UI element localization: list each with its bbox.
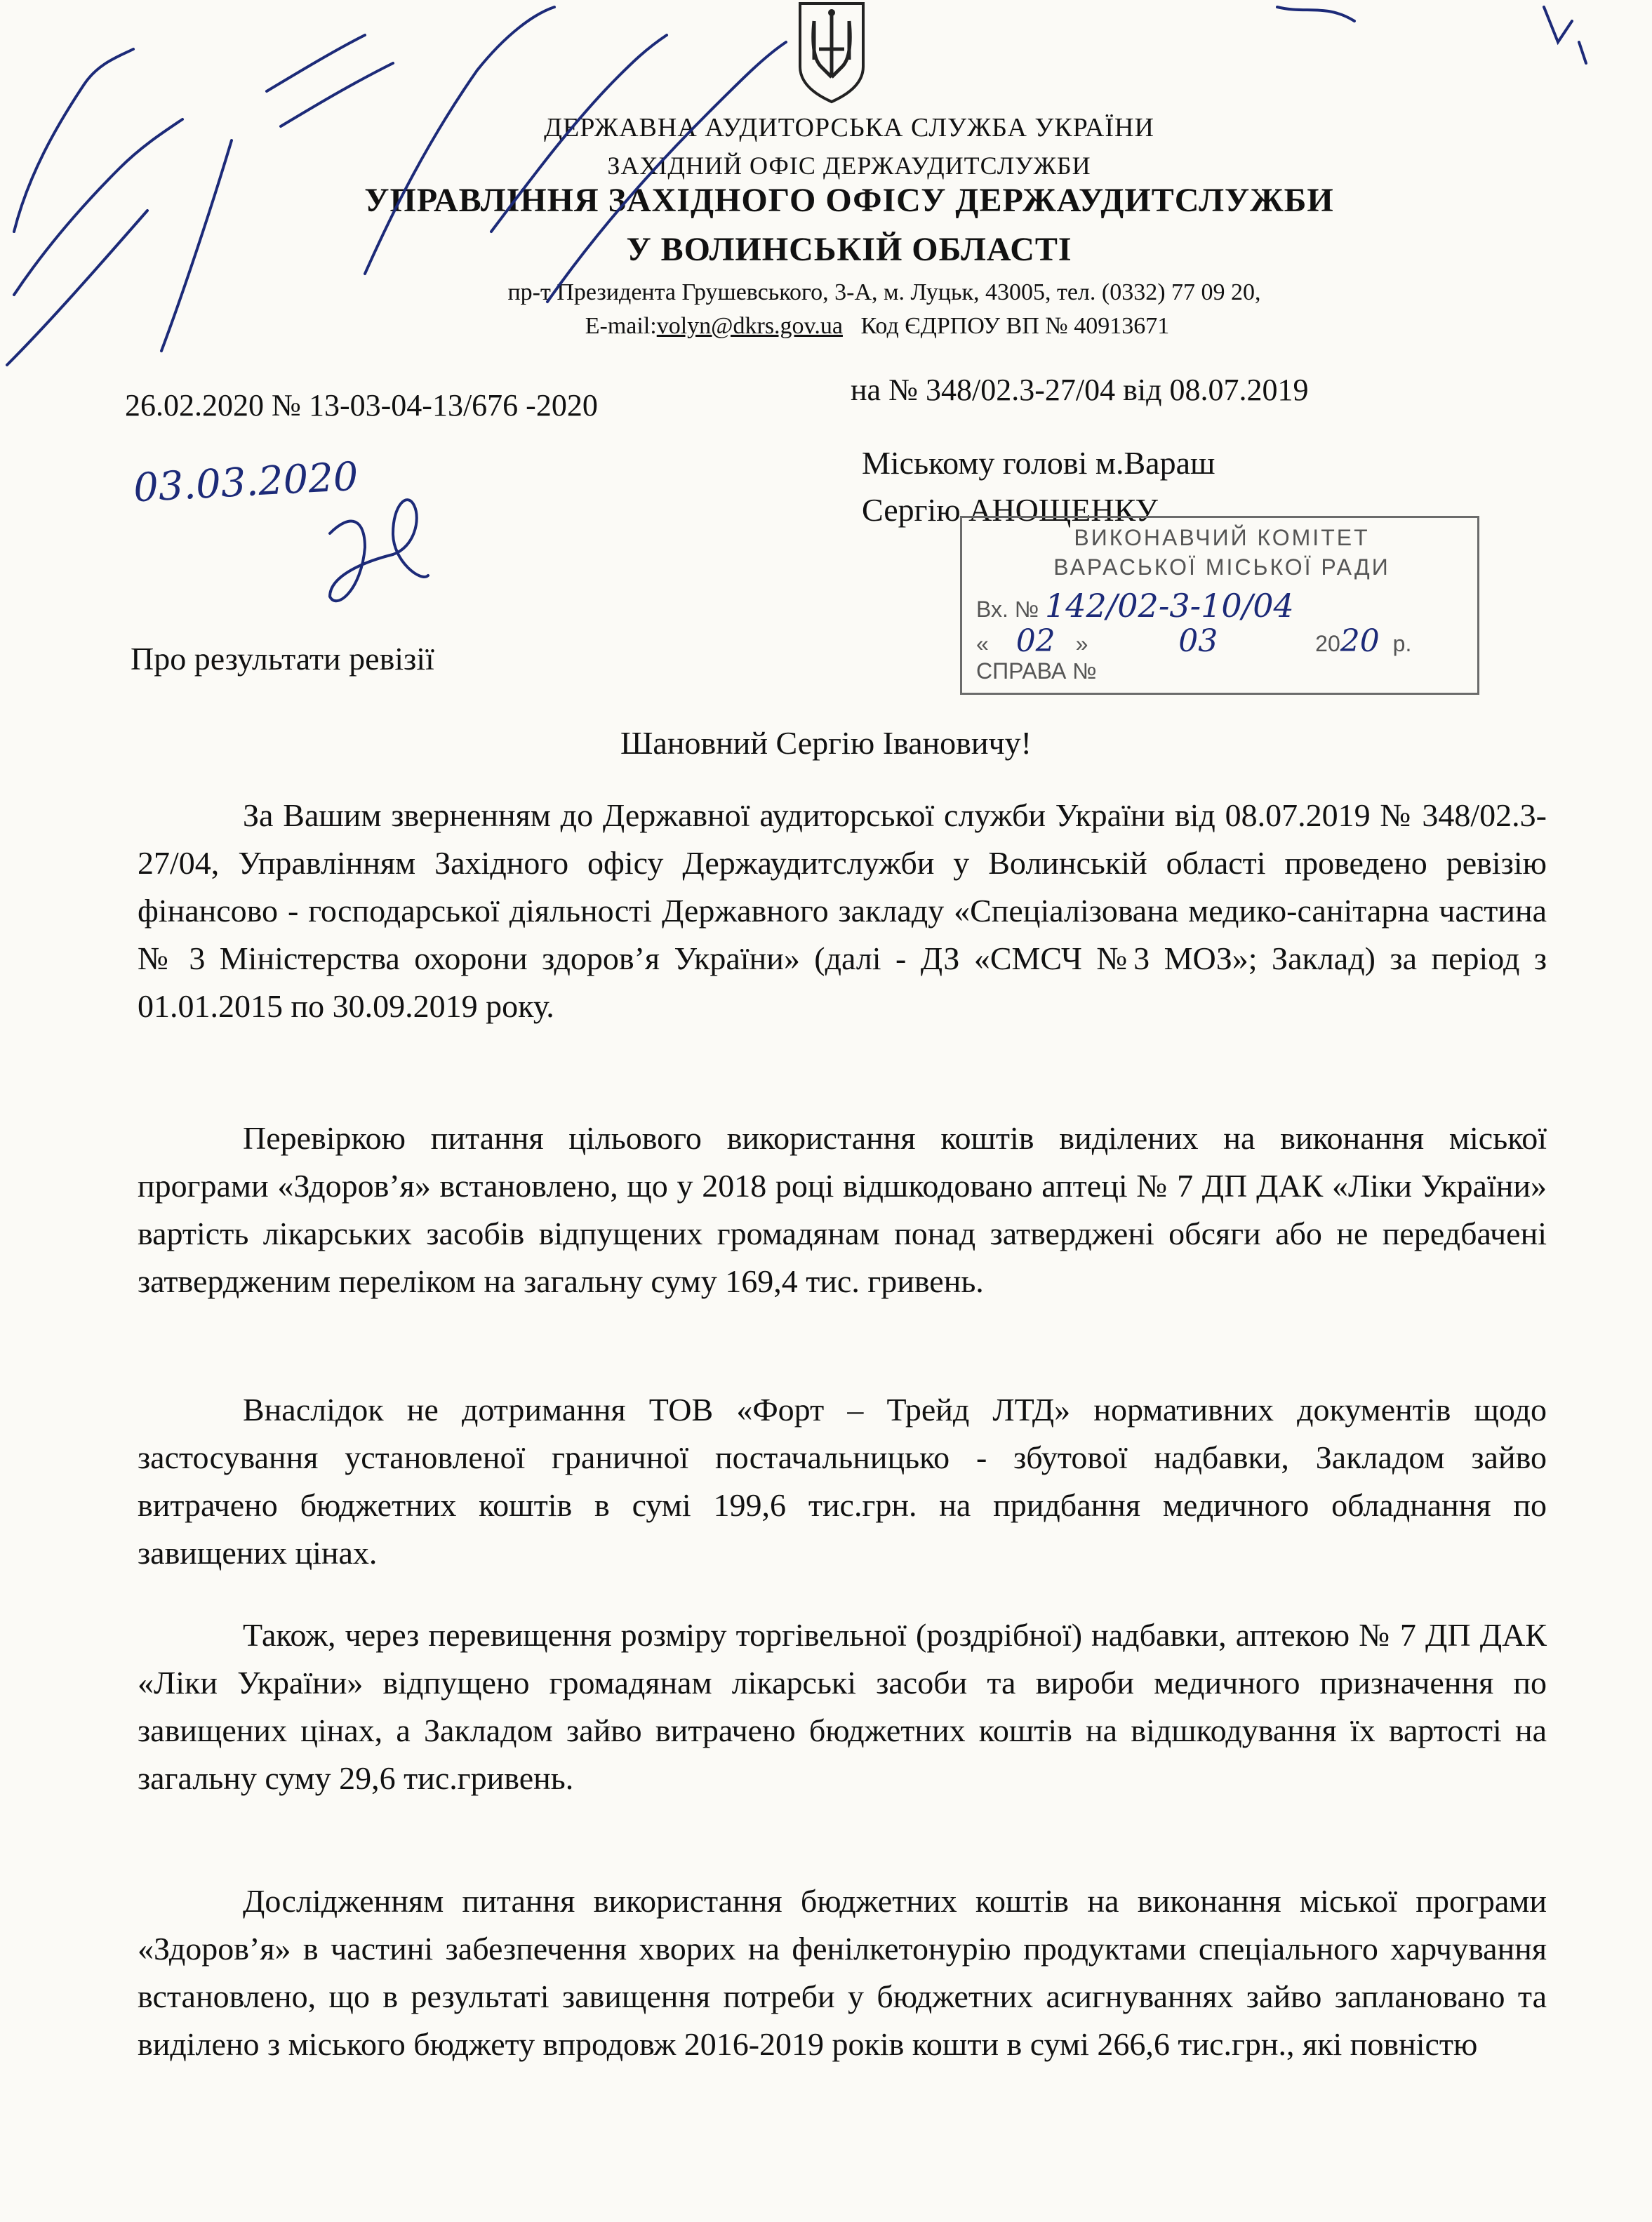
resolution-scribble-7 <box>491 35 667 232</box>
handwritten-marks <box>0 0 1652 702</box>
resolution-scribble-5 <box>267 35 393 126</box>
stamp-line2: ВАРАСЬКОЇ МІСЬКОЇ РАДИ <box>1053 554 1390 580</box>
resolution-scribble-6 <box>365 7 554 274</box>
address: пр-т Президента Грушевського, 3-А, м. Луцьк, 43005, тел. (0332) 77 09 20, <box>507 279 1261 305</box>
service-name: ДЕРЖАВНА АУДИТОРСЬКА СЛУЖБА УКРАЇНИ <box>544 113 1154 142</box>
stamp-year-unit: р. <box>1392 631 1412 656</box>
stamp-year-suffix: 20 <box>1340 623 1380 659</box>
org-title-line2: У ВОЛИНСЬКІЙ ОБЛАСТІ <box>626 231 1072 268</box>
paragraph-4: Також, через перевищення розміру торгівельної (роздрібної) надбавки, аптекою № 7 ДП ДАК «Ліки України» відпущено громадянам лікарські засоби та вироби медичного призначення по завищених цінах, а Закладом зайво витрачено бюджетних коштів на відшкодування їх вартості на загальну суму 29,6 тис.гривень. <box>138 1617 1547 1796</box>
office-name: ЗАХІДНИЙ ОФІС ДЕРЖАУДИТСЛУЖБИ <box>607 152 1091 180</box>
org-title-line1: УПРАВЛІННЯ ЗАХІДНОГО ОФІСУ ДЕРЖАУДИТСЛУЖБИ <box>364 182 1334 219</box>
salutation: Шановний Сергію Івановичу! <box>620 725 1032 761</box>
signature <box>330 500 428 601</box>
reply-reference: на № 348/02.3-27/04 від 08.07.2019 <box>851 373 1309 407</box>
stamp-quote-close: » <box>1075 631 1088 656</box>
resolution-scribble-3 <box>7 211 147 365</box>
email-link[interactable]: volyn@dkrs.gov.ua <box>656 313 843 339</box>
handwritten-date: 03.03.2020 <box>132 453 360 512</box>
stamp-reg-number: 142/02-3-10/04 <box>1044 587 1294 625</box>
edrpou-code: Код ЄДРПОУ ВП № 40913671 <box>860 313 1170 339</box>
subject-line: Про результати ревізії <box>131 641 434 677</box>
email-label: E-mail: <box>585 313 657 339</box>
resolution-line-4 <box>161 140 232 351</box>
resolution-scribble-8 <box>547 42 786 302</box>
stamp-year-prefix: 20 <box>1315 631 1340 656</box>
stamp-day: 02 <box>1015 623 1055 659</box>
outgoing-number: 26.02.2020 № 13-03-04-13/676 -2020 <box>125 388 598 423</box>
stamp-quote-open: « <box>976 631 989 656</box>
paragraph-1: За Вашим зверненням до Державної аудиторської служби України від 08.07.2019 № 348/02.3-27/04, Управлінням Західного офісу Держаудитслужби у Волинській області проведено ревізію фінансово - господарської діяльності Державного закладу «Спеціалізована медико-санітарна частина № 3 Міністерства охорони здоров’я України» (далі - ДЗ «СМСЧ №3 МОЗ»; Заклад) за період з 01.01.2015 по 30.09.2019 року. <box>138 797 1547 1024</box>
paragraph-2: Перевіркою питання цільового використання коштів виділених на виконання міської програми «Здоров’я» встановлено, що у 2018 році відшкодовано аптеці № 7 ДП ДАК «Ліки України» вартість лікарських засобів відпущених громадянам понад затверджені обсяги або не передбачені затвердженим переліком на загальну суму 169,4 тис. гривень. <box>138 1120 1547 1299</box>
stamp-reg-prefix: Вх. № <box>976 597 1039 622</box>
recipient-name: Сергію АНОЩЕНКУ <box>862 492 1158 528</box>
resolution-scribble-1 <box>14 49 133 232</box>
stamp-line1: ВИКОНАВЧИЙ КОМІТЕТ <box>1074 525 1370 550</box>
stamp-month: 03 <box>1178 623 1218 659</box>
paragraph-5: Дослідженням питання використання бюджетних коштів на виконання міської програми «Здоров’я» в частині забезпечення хворих на фенілкетонурію продуктами спеціального харчування встановлено, що в результаті завищення потреби у бюджетних асигнуваннях зайво заплановано та виділено з міського бюджету впродовж 2016-2019 років кошти в сумі 266,6 тис.грн., які повністю <box>138 1883 1547 2062</box>
top-right-mark <box>1277 7 1586 63</box>
stamp-file-label: СПРАВА № <box>976 658 1097 684</box>
paragraph-3: Внаслідок не дотримання ТОВ «Форт – Трейд ЛТД» нормативних документів щодо застосування установленої граничної постачальницько - збутової надбавки, Закладом зайво витрачено бюджетних коштів в сумі 199,6 тис.грн. на придбання медичного обладнання по завищених цінах. <box>138 1392 1547 1571</box>
recipient-title: Міському голові м.Вараш <box>862 445 1215 481</box>
